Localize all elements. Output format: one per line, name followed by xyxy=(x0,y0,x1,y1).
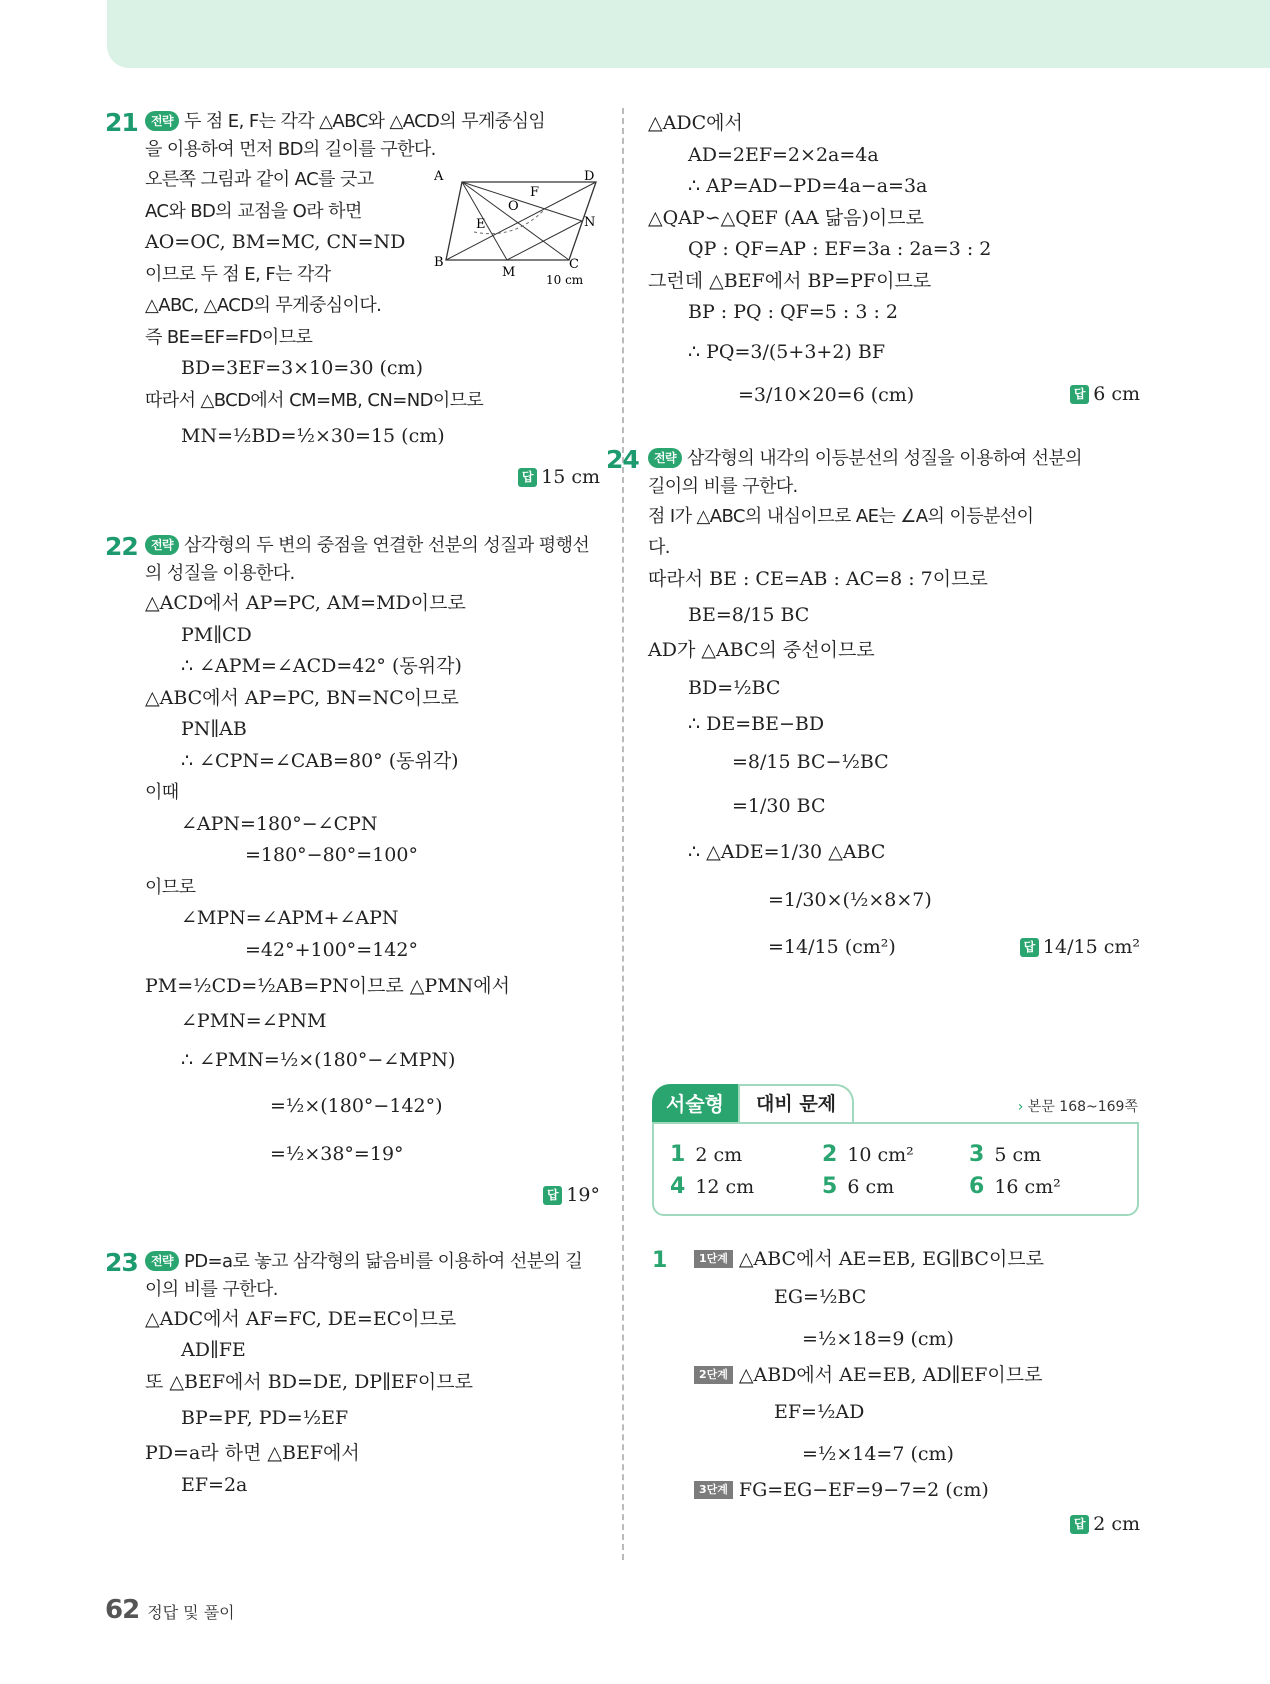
q21-line: 따라서 △BCD에서 CM=MB, CN=ND이므로 xyxy=(145,389,484,411)
p1-number: 1 xyxy=(652,1248,668,1273)
p1-line: EG=½BC xyxy=(774,1285,867,1308)
page-number: 62 xyxy=(105,1595,140,1625)
section-item-num: 3 xyxy=(969,1142,985,1167)
section-item-value: 12 cm xyxy=(695,1176,755,1198)
q22-line: ∠APN=180°−∠CPN xyxy=(181,812,378,835)
q23-number: 23 xyxy=(105,1247,138,1277)
q22-line: ∴ ∠APM=∠ACD=42° (동위각) xyxy=(181,655,462,677)
q21-line: AC와 BD의 교점을 O라 하면 xyxy=(145,200,362,222)
step-label: 1단계 xyxy=(694,1250,733,1268)
q23-strategy-1: PD=a로 놓고 삼각형의 닮음비를 이용하여 선분의 길 xyxy=(183,1250,583,1272)
q23 xyxy=(105,1248,600,1502)
q21-number: 21 xyxy=(105,108,138,137)
q24 xyxy=(606,444,1140,971)
q22-answer: 19° xyxy=(566,1183,600,1206)
section-item-value: 16 cm² xyxy=(994,1176,1061,1198)
section-item-num: 1 xyxy=(670,1142,686,1167)
column-divider xyxy=(622,108,624,1560)
header-band xyxy=(107,0,1270,68)
diagram-label-f: F xyxy=(530,185,540,200)
q24-line: BE=8/15 BC xyxy=(688,604,810,626)
q23-line: ∴ AP=AD−PD=4a−a=3a xyxy=(688,175,928,197)
q22-line: 이때 xyxy=(145,782,179,803)
section-item-num: 6 xyxy=(969,1174,985,1199)
section-item xyxy=(670,1142,742,1167)
q22-number: 22 xyxy=(105,532,138,561)
section-item-num: 2 xyxy=(822,1142,838,1167)
q22-line: PM∥CD xyxy=(181,623,252,646)
strategy-badge: 전략 xyxy=(145,535,179,555)
page-label: 정답 및 풀이 xyxy=(147,1603,235,1622)
q24-line: =1/30×(½×8×7) xyxy=(768,889,932,911)
section-item-value: 10 cm² xyxy=(847,1144,914,1166)
answer-badge: 답 xyxy=(1070,1515,1089,1534)
q23-line: PD=a라 하면 △BEF에서 xyxy=(145,1442,360,1464)
q23-line: QP : QF=AP : EF=3a : 2a=3 : 2 xyxy=(688,238,992,260)
diagram-label-e: E xyxy=(476,217,486,232)
diagram-label-n: N xyxy=(584,215,596,230)
step-label: 3단계 xyxy=(694,1481,733,1499)
q21-answer: 15 cm xyxy=(541,466,600,488)
q21-line: MN=½BD=½×30=15 (cm) xyxy=(181,425,445,447)
strategy-badge: 전략 xyxy=(648,448,682,468)
q22-line: =42°+100°=142° xyxy=(245,938,418,961)
q22-line: =½×(180°−142°) xyxy=(270,1094,443,1117)
section-ref-text: 본문 168~169쪽 xyxy=(1027,1099,1138,1115)
q22-line: ∴ ∠PMN=½×(180°−∠MPN) xyxy=(181,1048,456,1071)
left-column xyxy=(105,108,600,1501)
q24-line: =14/15 (cm²) xyxy=(768,936,896,958)
q21-line: 이므로 두 점 E, F는 각각 xyxy=(145,263,331,285)
section-tab-prep: 대비 문제 xyxy=(738,1084,854,1124)
section-item-num: 4 xyxy=(670,1174,686,1199)
section-item-value: 5 cm xyxy=(994,1144,1042,1166)
q22-strategy-1: 삼각형의 두 변의 중점을 연결한 선분의 성질과 평행선 xyxy=(183,535,590,556)
diagram-label-m: M xyxy=(502,265,516,280)
p1-answer: 2 cm xyxy=(1093,1512,1140,1535)
q23-line: △QAP∽△QEF (AA 닮음)이므로 xyxy=(648,206,924,229)
q22-line: ∠PMN=∠PNM xyxy=(181,1010,327,1032)
q21 xyxy=(105,108,600,494)
p1 xyxy=(694,1244,1140,1541)
answer-badge: 답 xyxy=(518,468,537,487)
q22-line: PN∥AB xyxy=(181,718,247,740)
q22 xyxy=(105,532,600,1212)
q21-strategy-2: 을 이용하여 먼저 BD의 길이를 구한다. xyxy=(145,139,436,160)
section-item xyxy=(822,1174,894,1199)
q24-line: ∴ DE=BE−BD xyxy=(688,712,825,735)
q23-line: △ADC에서 xyxy=(648,112,743,134)
q23-answer: 6 cm xyxy=(1093,382,1140,405)
section-item xyxy=(969,1142,1041,1167)
q23-continued xyxy=(648,108,1140,415)
q24-line: 점 I가 △ABC의 내심이므로 AE는 ∠A의 이등분선이 xyxy=(648,505,1034,527)
p1-line: FG=EG−EF=9−7=2 (cm) xyxy=(738,1479,989,1501)
q21-line: △ABC, △ACD의 무게중심이다. xyxy=(145,295,382,316)
q21-line: 즉 BE=EF=FD이므로 xyxy=(145,326,313,348)
diagram-label-10cm: 10 cm xyxy=(546,273,584,287)
strategy-badge: 전략 xyxy=(145,1251,179,1271)
step-label: 2단계 xyxy=(694,1366,733,1384)
q22-line: =180°−80°=100° xyxy=(245,844,418,866)
q24-answer: 14/15 cm² xyxy=(1042,936,1140,958)
section-item-value: 6 cm xyxy=(847,1176,895,1198)
q21-line: AO=OC, BM=MC, CN=ND xyxy=(145,231,406,253)
q23-line: BP=PF, PD=½EF xyxy=(181,1407,349,1429)
q24-number: 24 xyxy=(606,444,639,474)
p1-line: =½×18=9 (cm) xyxy=(802,1327,954,1350)
diagram-label-a: A xyxy=(434,170,444,184)
answer-badge: 답 xyxy=(1070,385,1089,404)
p1-line: △ABD에서 AE=EB, AD∥EF이므로 xyxy=(738,1363,1043,1386)
q24-line: =1/30 BC xyxy=(732,795,826,817)
q21-line: BD=3EF=3×10=30 (cm) xyxy=(181,357,423,379)
section-item xyxy=(670,1174,754,1199)
right-column xyxy=(606,108,1140,970)
q23-line: EF=2a xyxy=(181,1473,248,1496)
section-item-num: 5 xyxy=(822,1174,838,1199)
p1-line: △ABC에서 AE=EB, EG∥BC이므로 xyxy=(738,1248,1044,1270)
section-item xyxy=(822,1142,914,1167)
q23-line: BP : PQ : QF=5 : 3 : 2 xyxy=(688,301,898,323)
p1-line: EF=½AD xyxy=(774,1401,865,1423)
answer-badge: 답 xyxy=(1020,938,1039,957)
q24-line: ∴ △ADE=1/30 △ABC xyxy=(688,841,886,863)
q22-line: △ACD에서 AP=PC, AM=MD이므로 xyxy=(145,592,466,614)
q23-line: ∴ PQ=3/(5+3+2) BF xyxy=(688,340,886,363)
q24-line: BD=½BC xyxy=(688,676,781,699)
q23-line: 그런데 △BEF에서 BP=PF이므로 xyxy=(648,269,932,292)
answer-badge: 답 xyxy=(543,1186,562,1205)
q24-line: 따라서 BE : CE=AB : AC=8 : 7이므로 xyxy=(648,567,988,590)
diagram-label-b: B xyxy=(434,255,444,270)
section-item-value: 2 cm xyxy=(695,1144,743,1166)
diagram-label-c: C xyxy=(569,257,579,272)
q21-line: 오른쪽 그림과 같이 AC를 긋고 xyxy=(145,169,374,190)
q23-line: △ADC에서 AF=FC, DE=EC이므로 xyxy=(145,1307,457,1330)
q24-strategy-1: 삼각형의 내각의 이등분선의 성질을 이용하여 선분의 xyxy=(686,447,1082,469)
q23-line: 또 △BEF에서 BD=DE, DP∥EF이므로 xyxy=(145,1370,473,1393)
page-footer xyxy=(105,1595,235,1625)
section-page-ref xyxy=(1018,1096,1138,1116)
q23-line: AD∥FE xyxy=(181,1339,246,1361)
chevron-right-icon: › xyxy=(1017,1099,1024,1115)
diagram-label-o: O xyxy=(508,199,519,214)
q23-line: AD=2EF=2×2a=4a xyxy=(688,143,879,166)
q24-strategy-2: 길이의 비를 구한다. xyxy=(648,475,798,497)
q24-line: 다. xyxy=(648,537,670,558)
section-tab-descriptive: 서술형 xyxy=(652,1084,738,1124)
q21-strategy-1: 두 점 E, F는 각각 △ABC와 △ACD의 무게중심임 xyxy=(183,111,546,132)
q22-strategy-2: 의 성질을 이용한다. xyxy=(145,563,295,584)
section-answers-box xyxy=(652,1122,1139,1216)
q22-line: △ABC에서 AP=PC, BN=NC이므로 xyxy=(145,686,459,709)
q22-line: ∴ ∠CPN=∠CAB=80° (동위각) xyxy=(181,749,459,772)
q22-line: ∠MPN=∠APM+∠APN xyxy=(181,907,399,929)
q22-line: 이므로 xyxy=(145,876,196,898)
diagram-label-d: D xyxy=(584,170,595,184)
q24-line: =8/15 BC−½BC xyxy=(732,751,889,773)
section-item xyxy=(969,1174,1061,1199)
q23-line: =3/10×20=6 (cm) xyxy=(738,383,915,406)
strategy-badge: 전략 xyxy=(145,111,179,131)
p1-line: =½×14=7 (cm) xyxy=(802,1443,954,1465)
q22-line: PM=½CD=½AB=PN이므로 △PMN에서 xyxy=(145,975,510,997)
q22-line: =½×38°=19° xyxy=(270,1142,404,1165)
q23-strategy-2: 이의 비를 구한다. xyxy=(145,1278,278,1300)
q24-line: AD가 △ABC의 중선이므로 xyxy=(648,639,875,661)
